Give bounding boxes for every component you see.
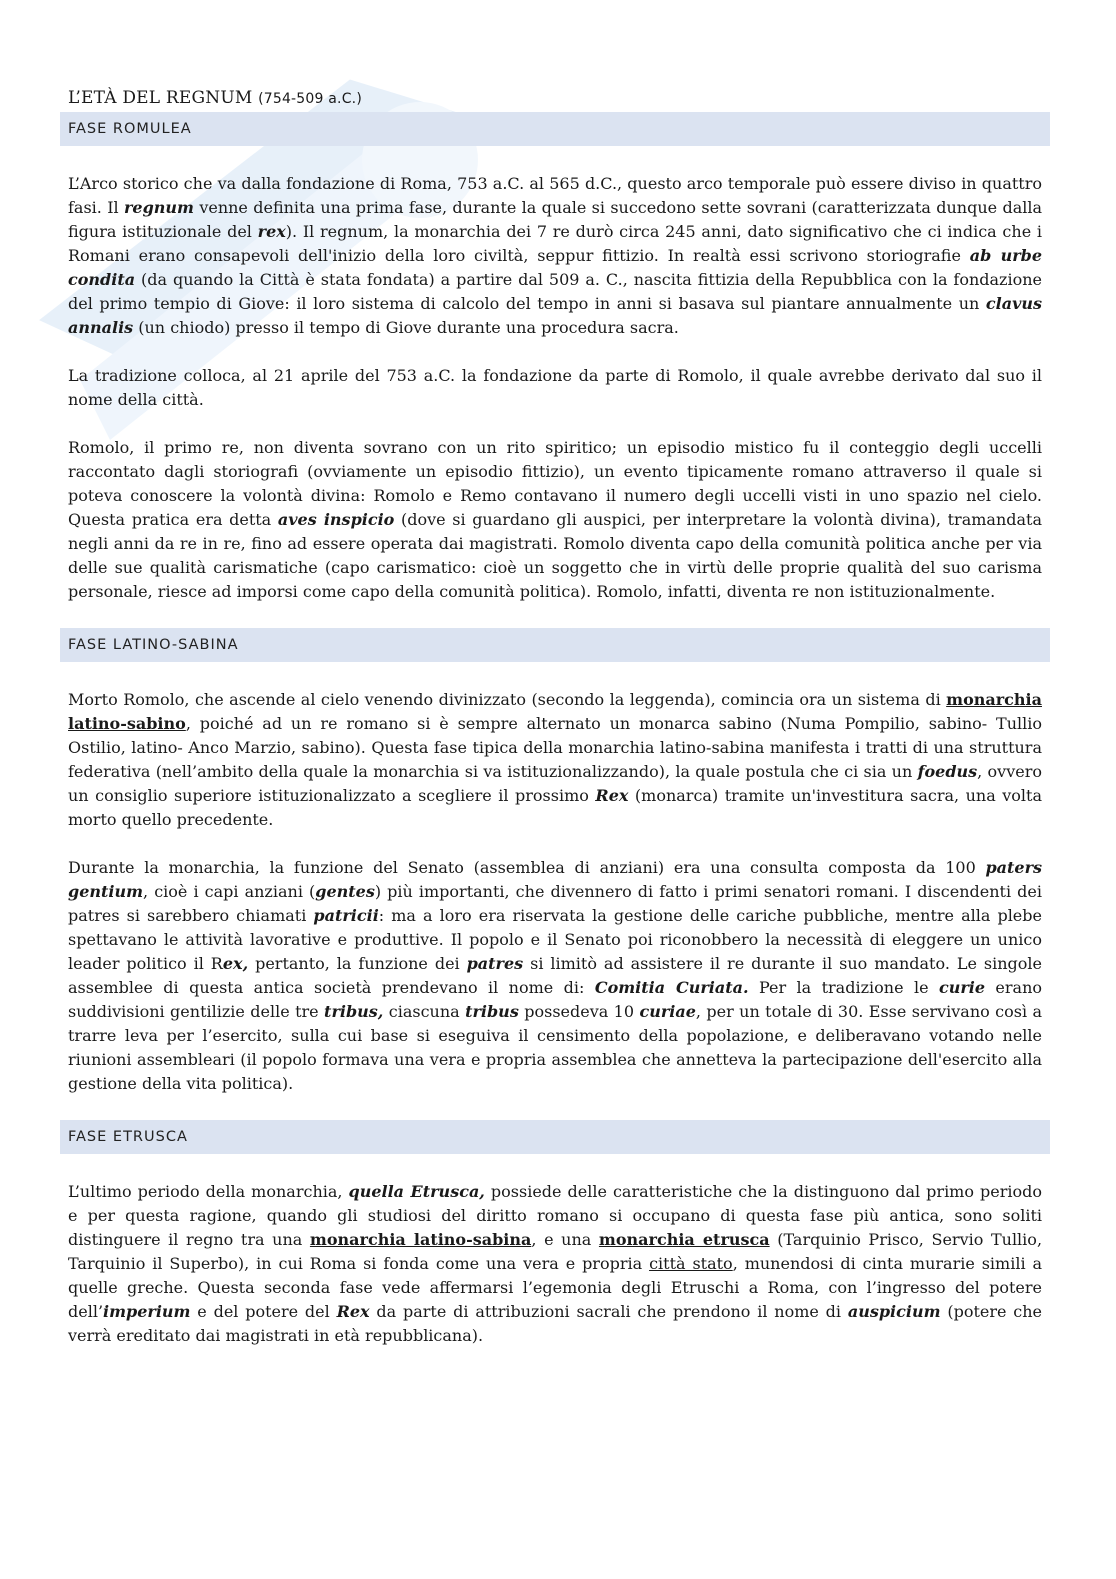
emphasis-text: monarchia latino-sabino	[68, 690, 1042, 733]
paragraph: Durante la monarchia, la funzione del Senato (assemblea di anziani) era una consulta composta da 100 paters gentium, cioè i capi anziani (gentes) più importanti, che divennero di fatto i primi senatori romani. I discendenti dei patres si sarebbero chiamati patricii: ma a loro era riservata la gestione delle cariche pubbliche, mentre alla plebe spettavano le attività lavorative e produttive. Il popolo e il Senato poi riconobbero la necessità di eleggere un unico leader politico il Rex, pertanto, la funzione dei patres si limitò ad assistere il re durante il suo mandato. Le singole assemblee di questa antica società prendevano il nome di: Comitia Curiata. Per la tradizione le curie erano suddivisioni gentilizie delle tre tribus, ciascuna tribus possedeva 10 curiae, per un totale di 30. Esse servivano così a trarre leva per l’esercito, sulla cui base si eseguiva il censimento della popolazione, e deliberavano votando nelle riunioni assembleari (il popolo formava una vera e propria assemblea che annetteva la partecipazione dell'esercito alla gestione della vita politica).	[68, 858, 1043, 1093]
section-heading-etrusca: FASE ETRUSCA	[60, 1120, 1050, 1154]
emphasis-text: 509 a. C.,	[548, 270, 628, 289]
emphasis-text: tribus,	[324, 1002, 384, 1021]
emphasis-text: 565 d.C.	[549, 174, 618, 193]
emphasis-text: Romolo	[373, 486, 435, 505]
emphasis-text: monarchia etrusca	[598, 1230, 770, 1249]
emphasis-text: imperium	[103, 1302, 191, 1321]
emphasis-text: Tarquinio Prisco	[783, 1230, 919, 1249]
section-heading-latino-sabina: FASE LATINO-SABINA	[60, 628, 1050, 662]
paragraph: Romolo, il primo re, non diventa sovrano con un rito spiritico; un episodio mistico fu il conteggio degli uccelli raccontato dagli storiografi (ovviamente un episodio fittizio), un evento tipicamente romano attraverso il quale si poteva conoscere la volontà divina: Romolo e Remo contavano il numero degli uccelli visti in uno spazio nel cielo. Questa pratica era detta aves inspicio (dove si guardano gli auspici, per interpretare la volontà divina), tramandata negli anni da re in re, fino ad essere operata dai magistrati. Romolo diventa capo della comunità politica anche per via delle sue qualità carismatiche (capo carismatico: cioè un soggetto che in virtù delle proprie qualità del suo carisma personale, riesce ad imporsi come capo della comunità politica). Romolo, infatti, diventa re non istituzionalmente.	[68, 438, 1043, 601]
emphasis-text: clavus annalis	[68, 294, 1042, 337]
emphasis-text: Senato	[407, 858, 464, 877]
emphasis-text: Romolo	[123, 690, 185, 709]
emphasis-text: federativa	[68, 762, 151, 781]
emphasis-text: patricii	[313, 906, 379, 925]
emphasis-text: gentes	[315, 882, 375, 901]
emphasis-text: regnum	[123, 198, 194, 217]
emphasis-text: Tullio Ostilio	[68, 714, 1042, 757]
emphasis-text: Romolo	[68, 438, 130, 457]
emphasis-text: Romolo	[596, 582, 658, 601]
emphasis-text: 21 aprile del 753 a.C.	[273, 366, 456, 385]
emphasis-text: città stato	[649, 1254, 733, 1273]
emphasis-text: Servio Tullio	[931, 1230, 1037, 1249]
title-dates: (754-509 a.C.)	[258, 91, 362, 107]
document-title	[68, 88, 1050, 108]
section-heading-romulea: FASE ROMULEA	[60, 112, 1050, 146]
emphasis-text: Comitia Curiata.	[594, 978, 749, 997]
emphasis-text: ex,	[222, 954, 249, 973]
emphasis-text: quella Etrusca,	[348, 1182, 485, 1201]
emphasis-text: Anco Marzio	[188, 738, 291, 757]
emphasis-text: Etruschi	[670, 1278, 740, 1297]
emphasis-text: patres	[466, 954, 524, 973]
emphasis-text: Rex	[595, 786, 629, 805]
emphasis-text: Romolo	[677, 366, 739, 385]
emphasis-text: paters gentium	[68, 858, 1043, 901]
emphasis-text: ab urbe condita	[68, 246, 1042, 289]
emphasis-text: tempio di Giove	[153, 294, 285, 313]
emphasis-text: monarchia latino-sabina	[309, 1230, 532, 1249]
emphasis-text: Romani	[68, 246, 130, 265]
title-text: L’ETÀ DEL REGNUM	[68, 88, 253, 108]
emphasis-text: auspicium	[847, 1302, 941, 1321]
emphasis-text: tribus	[465, 1002, 519, 1021]
emphasis-text: aves inspicio	[277, 510, 395, 529]
paragraph: L’Arco storico che va dalla fondazione di Roma, 753 a.C. al 565 d.C., questo arco temporale può essere diviso in quattro fasi. Il regnum venne definita una prima fase, durante la quale si succedono sette sovrani (caratterizzata dunque dalla figura istituzionale del rex). Il regnum, la monarchia dei 7 re durò circa 245 anni, dato significativo che ci indica che i Romani erano consapevoli dell'inizio della loro civiltà, seppur fittizio. In realtà essi scrivono storiografie ab urbe condita (da quando la Città è stata fondata) a partire dal 509 a. C., nascita fittizia della Repubblica con la fondazione del primo tempio di Giove: il loro sistema di calcolo del tempo in anni si basava sul piantare annualmente un clavus annalis (un chiodo) presso il tempo di Giove durante una procedura sacra.	[68, 174, 1043, 337]
emphasis-text: regnum	[320, 222, 384, 241]
emphasis-text: Repubblica	[800, 270, 893, 289]
emphasis-text: foedus	[917, 762, 978, 781]
paragraph: L’ultimo periodo della monarchia, quella Etrusca, possiede delle caratteristiche che la distinguono dal primo periodo e per questa ragione, quando gli studiosi del diritto romano si occupano di questa fase più antica, sono soliti distinguere il regno tra una monarchia latino-sabina, e una monarchia etrusca (Tarquinio Prisco, Servio Tullio, Tarquinio il Superbo), in cui Roma si fonda come una vera e propria città stato, munendosi di cinta murarie simili a quelle greche. Questa seconda fase vede affermarsi l’egemonia degli Etruschi a Roma, con l’ingresso del potere dell’imperium e del potere del Rex da parte di attribuzioni sacrali che prendono il nome di auspicium (potere che verrà ereditato dai magistrati in età repubblicana).	[68, 1182, 1043, 1345]
paragraph: La tradizione colloca, al 21 aprile del 753 a.C. la fondazione da parte di Romolo, il quale avrebbe derivato dal suo il nome della città.	[68, 366, 1043, 409]
emphasis-text: Rex	[336, 1302, 370, 1321]
emphasis-text: Numa Pompilio	[786, 714, 915, 733]
paragraph: Morto Romolo, che ascende al cielo venendo divinizzato (secondo la leggenda), comincia ora un sistema di monarchia latino-sabino, poiché ad un re romano si è sempre alternato un monarca sabino (Numa Pompilio, sabino- Tullio Ostilio, latino- Anco Marzio, sabino). Questa fase tipica della monarchia latino-sabina manifesta i tratti di una struttura federativa (nell’ambito della quale la monarchia si va istituzionalizzando), la quale postula che ci sia un foedus, ovvero un consiglio superiore istituzionalizzato a scegliere il prossimo Rex (monarca) tramite un'investitura sacra, una volta morto quello precedente.	[68, 690, 1043, 829]
emphasis-text: attribuzioni sacrali	[475, 1302, 631, 1321]
emphasis-text: Roma	[309, 1254, 357, 1273]
emphasis-text: Arco storico	[79, 174, 179, 193]
emphasis-text: rex	[257, 222, 286, 241]
emphasis-text: curie	[938, 978, 986, 997]
emphasis-text: Roma, 753 a.C.	[400, 174, 525, 193]
emphasis-text: curiae	[639, 1002, 696, 1021]
emphasis-text: Romolo	[563, 534, 625, 553]
emphasis-text: Remo	[460, 486, 507, 505]
document-page	[60, 88, 1050, 1348]
emphasis-text: Tarquinio il Superbo	[68, 1254, 238, 1273]
